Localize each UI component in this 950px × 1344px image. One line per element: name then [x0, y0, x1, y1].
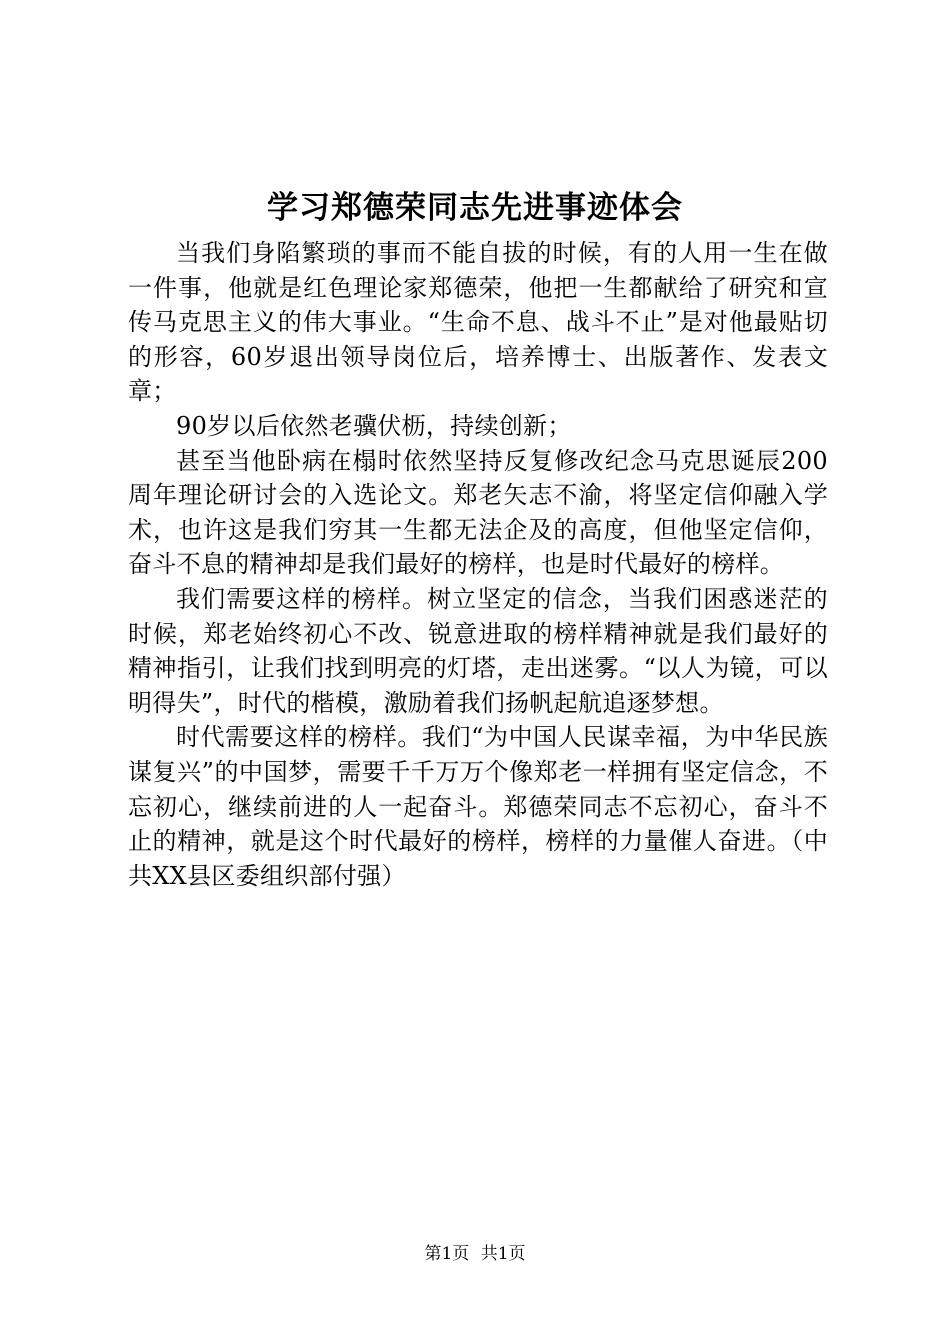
page-footer: [0, 1242, 950, 1266]
paragraph: 90岁以后依然老骥伏枥，持续创新；: [176, 411, 572, 440]
paragraph: 时代需要这样的榜样。我们“为中国人民谋幸福，为中华民族谋复兴”的中国梦，需要千千万万个像郑老一样拥有坚定信念，不忘初心，继续前进的人一起奋斗。郑德荣同志不忘初心，奋斗不止的精神，就是这个时代最好的榜样，榜样的力量催人奋进。（中共XX县区委组织部付强）: [128, 723, 828, 890]
paragraph: 甚至当他卧病在榻时依然坚持反复修改纪念马克思诞辰200周年理论研讨会的入选论文。郑老矢志不渝，将坚定信仰融入学术，也许这是我们穷其一生都无法企及的高度，但他坚定信仰，奋斗不息的精神却是我们最好的榜样，也是时代最好的榜样。: [128, 446, 828, 579]
document-body: [128, 236, 828, 893]
document-title: 学习郑德荣同志先进事迹体会: [267, 190, 683, 226]
paragraph: 当我们身陷繁琐的事而不能自拔的时候，有的人用一生在做一件事，他就是红色理论家郑德荣，他把一生都献给了研究和宣传马克思主义的伟大事业。“生命不息、战斗不止”是对他最贴切的形容，60岁退出领导岗位后，培养博士、出版著作、发表文章；: [128, 239, 828, 406]
page-number: 第1页: [424, 1244, 470, 1264]
paragraph: 我们需要这样的榜样。树立坚定的信念，当我们困惑迷茫的时候，郑老始终初心不改、锐意进取的榜样精神就是我们最好的精神指引，让我们找到明亮的灯塔，走出迷雾。“以人为镜，可以明得失”，时代的楷模，激励着我们扬帆起航追逐梦想。: [128, 584, 828, 717]
page-total: 共1页: [480, 1244, 526, 1264]
